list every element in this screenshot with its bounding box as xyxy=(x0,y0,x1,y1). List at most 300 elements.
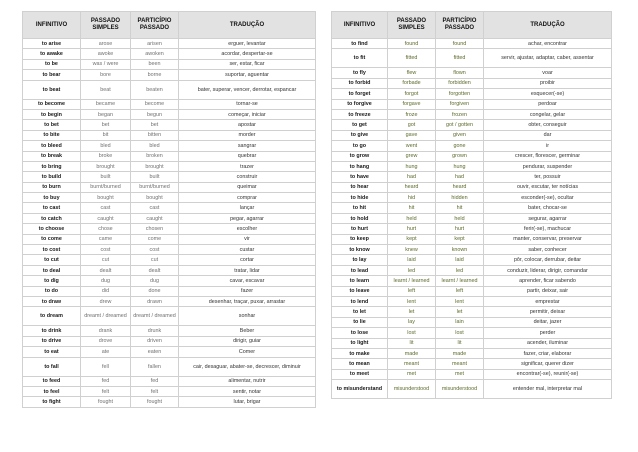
header-infinitivo: INFINITIVO xyxy=(332,12,388,39)
traducao-cell: fazer, criar, elaborar xyxy=(484,348,612,358)
table-row xyxy=(23,255,316,265)
infinitivo-cell: to hurt xyxy=(332,224,388,234)
table-row xyxy=(332,141,612,151)
infinitivo-cell: to lose xyxy=(332,328,388,338)
participio-passado-cell: forgotten xyxy=(436,89,484,99)
infinitivo-cell: to lie xyxy=(332,317,388,327)
table-row xyxy=(23,120,316,130)
passado-simples-cell: dug xyxy=(81,276,131,286)
infinitivo-cell: to draw xyxy=(23,296,81,306)
infinitivo-cell: to find xyxy=(332,39,388,49)
traducao-cell: tratar, lidar xyxy=(179,265,316,275)
traducao-cell: escolher xyxy=(179,224,316,234)
participio-passado-cell: learnt / learned xyxy=(436,276,484,286)
infinitivo-cell: to get xyxy=(332,120,388,130)
passado-simples-cell: let xyxy=(388,307,436,317)
table-row xyxy=(23,161,316,171)
participio-passado-cell: dealt xyxy=(131,265,179,275)
participio-passado-cell: burnt/burned xyxy=(131,182,179,192)
passado-simples-cell: drove xyxy=(81,336,131,346)
infinitivo-cell: to meet xyxy=(332,369,388,379)
traducao-cell: sonhar xyxy=(179,307,316,326)
infinitivo-cell: to forbid xyxy=(332,78,388,88)
infinitivo-cell: to drive xyxy=(23,336,81,346)
verb-list-right xyxy=(332,39,612,399)
participio-passado-cell: held xyxy=(436,213,484,223)
traducao-cell: acender, iluminar xyxy=(484,338,612,348)
verb-table-left xyxy=(22,11,316,408)
passado-simples-cell: became xyxy=(81,99,131,109)
traducao-cell: Comer xyxy=(179,347,316,357)
passado-simples-cell: ate xyxy=(81,347,131,357)
infinitivo-cell: to buy xyxy=(23,193,81,203)
infinitivo-cell: to lay xyxy=(332,255,388,265)
table-row xyxy=(23,245,316,255)
participio-passado-cell: given xyxy=(436,130,484,140)
participio-passado-cell: hung xyxy=(436,161,484,171)
verb-list-left xyxy=(23,39,316,408)
passado-simples-cell: drank xyxy=(81,326,131,336)
infinitivo-cell: to lead xyxy=(332,265,388,275)
participio-passado-cell: lain xyxy=(436,317,484,327)
participio-passado-cell: meant xyxy=(436,359,484,369)
traducao-cell: apostar xyxy=(179,120,316,130)
passado-simples-cell: burnt/burned xyxy=(81,182,131,192)
table-row xyxy=(23,141,316,151)
participio-passado-cell: gone xyxy=(436,141,484,151)
table-row xyxy=(23,172,316,182)
participio-passado-cell: grown xyxy=(436,151,484,161)
participio-passado-cell: caught xyxy=(131,213,179,223)
traducao-cell: sangrar xyxy=(179,141,316,151)
passado-simples-cell: caught xyxy=(81,213,131,223)
infinitivo-cell: to fit xyxy=(332,49,388,68)
table-row xyxy=(23,336,316,346)
passado-simples-cell: came xyxy=(81,234,131,244)
passado-simples-cell: fitted xyxy=(388,49,436,68)
infinitivo-cell: to fight xyxy=(23,397,81,407)
infinitivo-cell: to bet xyxy=(23,120,81,130)
table-row xyxy=(332,380,612,399)
participio-passado-cell: forbidden xyxy=(436,78,484,88)
passado-simples-cell: fought xyxy=(81,397,131,407)
passado-simples-cell: hung xyxy=(388,161,436,171)
traducao-cell: entender mal, interpretar mal xyxy=(484,380,612,399)
traducao-cell: morder xyxy=(179,130,316,140)
passado-simples-cell: misunderstood xyxy=(388,380,436,399)
table-row xyxy=(332,172,612,182)
infinitivo-cell: to let xyxy=(332,307,388,317)
traducao-cell: ter, possuir xyxy=(484,172,612,182)
participio-passado-cell: known xyxy=(436,245,484,255)
table-row xyxy=(23,386,316,396)
passado-simples-cell: chose xyxy=(81,224,131,234)
traducao-cell: congelar, gelar xyxy=(484,109,612,119)
traducao-cell: perdoar xyxy=(484,99,612,109)
passado-simples-cell: awoke xyxy=(81,49,131,59)
passado-simples-cell: cast xyxy=(81,203,131,213)
participio-passado-cell: let xyxy=(436,307,484,317)
participio-passado-cell: lost xyxy=(436,328,484,338)
traducao-cell: Beber xyxy=(179,326,316,336)
header-participio-passado: PARTICÍPIO PASSADO xyxy=(436,12,484,39)
table-row xyxy=(332,338,612,348)
participio-passado-cell: bled xyxy=(131,141,179,151)
table-row xyxy=(332,109,612,119)
infinitivo-cell: to fall xyxy=(23,357,81,376)
infinitivo-cell: to make xyxy=(332,348,388,358)
passado-simples-cell: knew xyxy=(388,245,436,255)
infinitivo-cell: to come xyxy=(23,234,81,244)
table-row xyxy=(332,359,612,369)
infinitivo-cell: to become xyxy=(23,99,81,109)
infinitivo-cell: to begin xyxy=(23,109,81,119)
traducao-cell: bater, superar, vencer, derrotar, espancar xyxy=(179,80,316,99)
table-row xyxy=(332,255,612,265)
passado-simples-cell: hit xyxy=(388,203,436,213)
table-row xyxy=(332,224,612,234)
participio-passado-cell: laid xyxy=(436,255,484,265)
traducao-cell: construir xyxy=(179,172,316,182)
header-traducao: TRADUÇÃO xyxy=(484,12,612,39)
participio-passado-cell: lit xyxy=(436,338,484,348)
infinitivo-cell: to light xyxy=(332,338,388,348)
traducao-cell: pôr, colocar, derrubar, deitar xyxy=(484,255,612,265)
traducao-cell: esquecer(-se) xyxy=(484,89,612,99)
participio-passado-cell: chosen xyxy=(131,224,179,234)
table-row xyxy=(332,193,612,203)
passado-simples-cell: hid xyxy=(388,193,436,203)
traducao-cell: servir, ajustar, adaptar, caber, assentar xyxy=(484,49,612,68)
infinitivo-cell: to forget xyxy=(332,89,388,99)
traducao-cell: suportar, aguentar xyxy=(179,70,316,80)
passado-simples-cell: felt xyxy=(81,386,131,396)
infinitivo-cell: to cast xyxy=(23,203,81,213)
infinitivo-cell: to lend xyxy=(332,296,388,306)
passado-simples-cell: built xyxy=(81,172,131,182)
infinitivo-cell: to have xyxy=(332,172,388,182)
table-row xyxy=(23,265,316,275)
infinitivo-cell: to choose xyxy=(23,224,81,234)
participio-passado-cell: awoken xyxy=(131,49,179,59)
table-row xyxy=(332,317,612,327)
table-row xyxy=(23,182,316,192)
infinitivo-cell: to arise xyxy=(23,39,81,49)
table-row xyxy=(23,109,316,119)
header-traducao: TRADUÇÃO xyxy=(179,12,316,39)
participio-passado-cell: borne xyxy=(131,70,179,80)
table-row xyxy=(23,99,316,109)
infinitivo-cell: to feel xyxy=(23,386,81,396)
passado-simples-cell: broke xyxy=(81,151,131,161)
table-row xyxy=(23,326,316,336)
traducao-cell: cair, desaguar, abater-se, decrescer, diminuir xyxy=(179,357,316,376)
passado-simples-cell: kept xyxy=(388,234,436,244)
traducao-cell: alimentar, nutrir xyxy=(179,376,316,386)
infinitivo-cell: to grow xyxy=(332,151,388,161)
table-row xyxy=(23,234,316,244)
infinitivo-cell: to catch xyxy=(23,213,81,223)
participio-passado-cell: forgiven xyxy=(436,99,484,109)
table-row xyxy=(332,99,612,109)
participio-passado-cell: met xyxy=(436,369,484,379)
table-row xyxy=(23,49,316,59)
passado-simples-cell: held xyxy=(388,213,436,223)
participio-passado-cell: fallen xyxy=(131,357,179,376)
traducao-cell: ferir(-se), machucar xyxy=(484,224,612,234)
passado-simples-cell: lit xyxy=(388,338,436,348)
infinitivo-cell: to bear xyxy=(23,70,81,80)
participio-passado-cell: been xyxy=(131,59,179,69)
table-row xyxy=(332,213,612,223)
participio-passado-cell: hit xyxy=(436,203,484,213)
participio-passado-cell: drawn xyxy=(131,296,179,306)
participio-passado-cell: come xyxy=(131,234,179,244)
infinitivo-cell: to hear xyxy=(332,182,388,192)
participio-passado-cell: lent xyxy=(436,296,484,306)
infinitivo-cell: to hang xyxy=(332,161,388,171)
infinitivo-cell: to burn xyxy=(23,182,81,192)
table-row xyxy=(332,39,612,49)
table-row xyxy=(23,59,316,69)
table-row xyxy=(332,120,612,130)
infinitivo-cell: to cost xyxy=(23,245,81,255)
table-row xyxy=(23,347,316,357)
passado-simples-cell: hurt xyxy=(388,224,436,234)
infinitivo-cell: to freeze xyxy=(332,109,388,119)
participio-passado-cell: frozen xyxy=(436,109,484,119)
table-row xyxy=(23,307,316,326)
passado-simples-cell: forgot xyxy=(388,89,436,99)
infinitivo-cell: to cut xyxy=(23,255,81,265)
passado-simples-cell: bet xyxy=(81,120,131,130)
passado-simples-cell: arose xyxy=(81,39,131,49)
table-row xyxy=(23,357,316,376)
participio-passado-cell: bitten xyxy=(131,130,179,140)
traducao-cell: pegar, agarrar xyxy=(179,213,316,223)
participio-passado-cell: built xyxy=(131,172,179,182)
passado-simples-cell: beat xyxy=(81,80,131,99)
infinitivo-cell: to feed xyxy=(23,376,81,386)
participio-passado-cell: bought xyxy=(131,193,179,203)
table-row xyxy=(332,203,612,213)
traducao-cell: comprar xyxy=(179,193,316,203)
infinitivo-cell: to forgive xyxy=(332,99,388,109)
table-row xyxy=(23,80,316,99)
traducao-cell: proibir xyxy=(484,78,612,88)
traducao-cell: emprestar xyxy=(484,296,612,306)
infinitivo-cell: to hide xyxy=(332,193,388,203)
passado-simples-cell: lent xyxy=(388,296,436,306)
participio-passado-cell: broken xyxy=(131,151,179,161)
participio-passado-cell: fed xyxy=(131,376,179,386)
table-row xyxy=(332,286,612,296)
participio-passado-cell: cast xyxy=(131,203,179,213)
infinitivo-cell: to build xyxy=(23,172,81,182)
participio-passado-cell: beaten xyxy=(131,80,179,99)
infinitivo-cell: to dream xyxy=(23,307,81,326)
passado-simples-cell: gave xyxy=(388,130,436,140)
traducao-cell: significar, querer dizer xyxy=(484,359,612,369)
traducao-cell: obter, conseguir xyxy=(484,120,612,130)
traducao-cell: permitir, deixar xyxy=(484,307,612,317)
passado-simples-cell: forgave xyxy=(388,99,436,109)
infinitivo-cell: to bite xyxy=(23,130,81,140)
passado-simples-cell: flew xyxy=(388,68,436,78)
traducao-cell: queimar xyxy=(179,182,316,192)
traducao-cell: desenhar, traçar, puxar, arrastar xyxy=(179,296,316,306)
table-row xyxy=(23,224,316,234)
passado-simples-cell: bled xyxy=(81,141,131,151)
header-passado-simples: PASSADO SIMPLES xyxy=(81,12,131,39)
passado-simples-cell: dealt xyxy=(81,265,131,275)
passado-simples-cell: found xyxy=(388,39,436,49)
table-row xyxy=(332,234,612,244)
participio-passado-cell: heard xyxy=(436,182,484,192)
table-row xyxy=(332,68,612,78)
infinitivo-cell: to awake xyxy=(23,49,81,59)
participio-passado-cell: made xyxy=(436,348,484,358)
participio-passado-cell: cut xyxy=(131,255,179,265)
table-row xyxy=(332,89,612,99)
traducao-cell: custar xyxy=(179,245,316,255)
table-row xyxy=(23,203,316,213)
passado-simples-cell: went xyxy=(388,141,436,151)
traducao-cell: esconder(-se), ocultar xyxy=(484,193,612,203)
infinitivo-cell: to do xyxy=(23,286,81,296)
table-row xyxy=(332,328,612,338)
traducao-cell: dirigir, guiar xyxy=(179,336,316,346)
participio-passado-cell: misunderstood xyxy=(436,380,484,399)
infinitivo-cell: to be xyxy=(23,59,81,69)
passado-simples-cell: fed xyxy=(81,376,131,386)
table-row xyxy=(332,49,612,68)
traducao-cell: crescer, florescer, germinar xyxy=(484,151,612,161)
passado-simples-cell: left xyxy=(388,286,436,296)
infinitivo-cell: to eat xyxy=(23,347,81,357)
table-row xyxy=(332,78,612,88)
passado-simples-cell: bought xyxy=(81,193,131,203)
table-row xyxy=(23,193,316,203)
table-row xyxy=(332,369,612,379)
participio-passado-cell: done xyxy=(131,286,179,296)
header-participio-passado: PARTICÍPIO PASSADO xyxy=(131,12,179,39)
header-passado-simples: PASSADO SIMPLES xyxy=(388,12,436,39)
infinitivo-cell: to learn xyxy=(332,276,388,286)
traducao-cell: vir xyxy=(179,234,316,244)
participio-passado-cell: flown xyxy=(436,68,484,78)
table-header xyxy=(23,12,316,39)
participio-passado-cell: eaten xyxy=(131,347,179,357)
traducao-cell: deitar, jazer xyxy=(484,317,612,327)
passado-simples-cell: did xyxy=(81,286,131,296)
traducao-cell: voar xyxy=(484,68,612,78)
infinitivo-cell: to deal xyxy=(23,265,81,275)
passado-simples-cell: began xyxy=(81,109,131,119)
participio-passado-cell: bet xyxy=(131,120,179,130)
passado-simples-cell: lost xyxy=(388,328,436,338)
participio-passado-cell: led xyxy=(436,265,484,275)
passado-simples-cell: forbade xyxy=(388,78,436,88)
traducao-cell: saber, conhecer xyxy=(484,245,612,255)
table-row xyxy=(23,296,316,306)
traducao-cell: ser, estar, ficar xyxy=(179,59,316,69)
table-row xyxy=(23,70,316,80)
infinitivo-cell: to leave xyxy=(332,286,388,296)
passado-simples-cell: dreamt / dreamed xyxy=(81,307,131,326)
infinitivo-cell: to break xyxy=(23,151,81,161)
passado-simples-cell: meant xyxy=(388,359,436,369)
participio-passado-cell: felt xyxy=(131,386,179,396)
table-row xyxy=(332,245,612,255)
table-row xyxy=(332,161,612,171)
passado-simples-cell: bore xyxy=(81,70,131,80)
passado-simples-cell: made xyxy=(388,348,436,358)
traducao-cell: cortar xyxy=(179,255,316,265)
traducao-cell: bater, chocar-se xyxy=(484,203,612,213)
traducao-cell: pendurar, suspender xyxy=(484,161,612,171)
passado-simples-cell: bit xyxy=(81,130,131,140)
participio-passado-cell: fitted xyxy=(436,49,484,68)
participio-passado-cell: dug xyxy=(131,276,179,286)
traducao-cell: quebrar xyxy=(179,151,316,161)
participio-passado-cell: got / gotten xyxy=(436,120,484,130)
table-row xyxy=(332,151,612,161)
passado-simples-cell: fell xyxy=(81,357,131,376)
passado-simples-cell: had xyxy=(388,172,436,182)
passado-simples-cell: got xyxy=(388,120,436,130)
passado-simples-cell: grew xyxy=(388,151,436,161)
traducao-cell: encontrar(-se), reunir(-se) xyxy=(484,369,612,379)
traducao-cell: sentir, notar xyxy=(179,386,316,396)
passado-simples-cell: laid xyxy=(388,255,436,265)
traducao-cell: dar xyxy=(484,130,612,140)
passado-simples-cell: learnt / learned xyxy=(388,276,436,286)
infinitivo-cell: to drink xyxy=(23,326,81,336)
passado-simples-cell: brought xyxy=(81,161,131,171)
traducao-cell: lutar, brigar xyxy=(179,397,316,407)
traducao-cell: lançar xyxy=(179,203,316,213)
passado-simples-cell: drew xyxy=(81,296,131,306)
passado-simples-cell: froze xyxy=(388,109,436,119)
participio-passado-cell: found xyxy=(436,39,484,49)
table-row xyxy=(332,182,612,192)
infinitivo-cell: to bleed xyxy=(23,141,81,151)
participio-passado-cell: kept xyxy=(436,234,484,244)
participio-passado-cell: driven xyxy=(131,336,179,346)
traducao-cell: tornar-se xyxy=(179,99,316,109)
traducao-cell: cavar, escavar xyxy=(179,276,316,286)
participio-passado-cell: arisen xyxy=(131,39,179,49)
traducao-cell: segurar, agarrar xyxy=(484,213,612,223)
traducao-cell: fazer xyxy=(179,286,316,296)
infinitivo-cell: to mean xyxy=(332,359,388,369)
participio-passado-cell: begun xyxy=(131,109,179,119)
passado-simples-cell: heard xyxy=(388,182,436,192)
table-row xyxy=(23,376,316,386)
participio-passado-cell: left xyxy=(436,286,484,296)
header-infinitivo: INFINITIVO xyxy=(23,12,81,39)
traducao-cell: aprender, ficar sabendo xyxy=(484,276,612,286)
infinitivo-cell: to hold xyxy=(332,213,388,223)
table-row xyxy=(332,130,612,140)
participio-passado-cell: hurt xyxy=(436,224,484,234)
participio-passado-cell: drunk xyxy=(131,326,179,336)
table-row xyxy=(23,397,316,407)
infinitivo-cell: to hit xyxy=(332,203,388,213)
traducao-cell: ouvir, escutar, ter notícias xyxy=(484,182,612,192)
infinitivo-cell: to give xyxy=(332,130,388,140)
